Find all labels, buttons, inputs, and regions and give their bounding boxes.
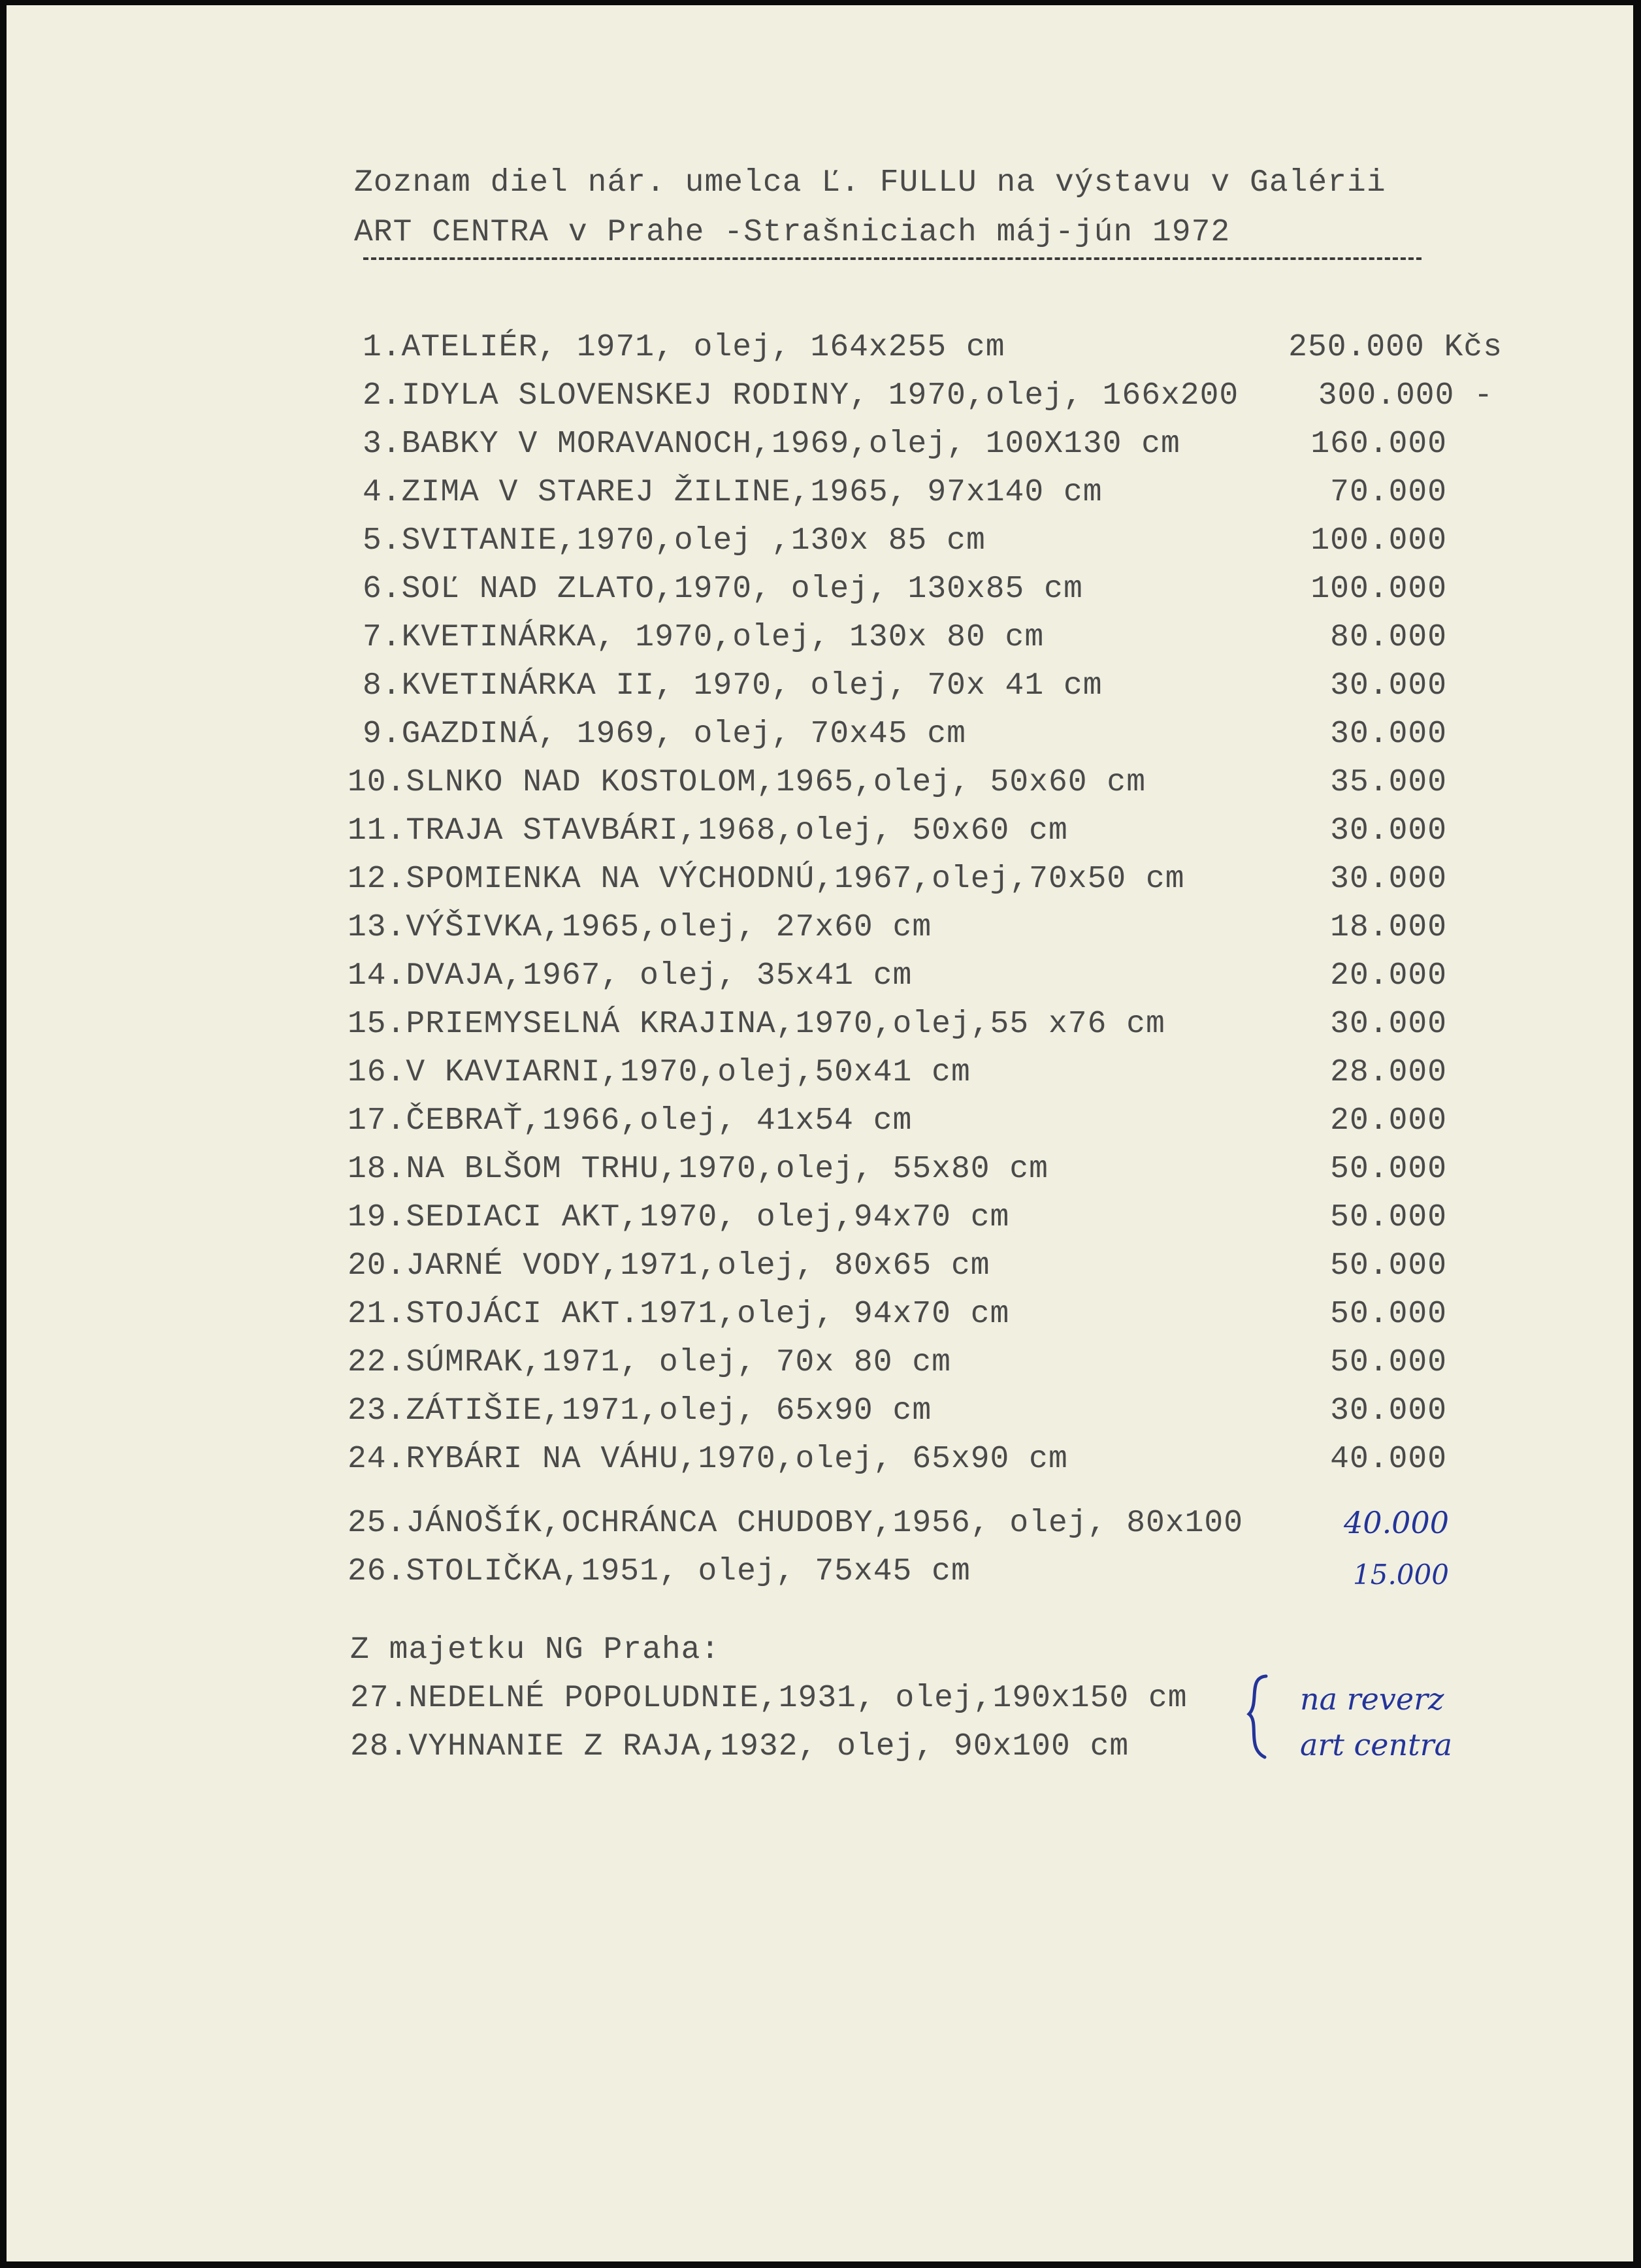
section-label: Z majetku NG Praha: <box>350 1632 721 1668</box>
handwritten-note-line-1: na reverz <box>1300 1681 1444 1717</box>
item-price: 70.000 <box>1330 475 1447 510</box>
item-price: 300.000 - <box>1318 378 1493 413</box>
item-price: 35.000 <box>1330 765 1447 800</box>
document-page <box>7 5 1633 2261</box>
item-price: 28.000 <box>1330 1055 1447 1090</box>
item-price: 80.000 <box>1330 620 1447 655</box>
item-price: 40.000 <box>1330 1442 1447 1477</box>
item-price: 30.000 <box>1330 668 1447 704</box>
item-price: 30.000 <box>1330 1393 1447 1429</box>
item-title: 27.NEDELNÉ POPOLUDNIE,1931, olej,190x150 cm <box>350 1681 1188 1716</box>
item-title: 19.SEDIACI AKT,1970, olej,94x70 cm <box>348 1200 1010 1235</box>
header-line-2: ART CENTRA v Prahe -Strašniciach máj-jún 1972 <box>354 215 1231 250</box>
item-title: 17.ČEBRAŤ,1966,olej, 41x54 cm <box>348 1103 913 1139</box>
item-title: 14.DVAJA,1967, olej, 35x41 cm <box>348 958 913 994</box>
item-price: 20.000 <box>1330 1103 1447 1139</box>
item-title: 12.SPOMIENKA NA VÝCHODNÚ,1967,olej,70x50 cm <box>348 862 1185 897</box>
item-title: 25.JÁNOŠÍK,OCHRÁNCA CHUDOBY,1956, olej, 80x100 <box>348 1506 1244 1541</box>
item-title: 22.SÚMRAK,1971, olej, 70x 80 cm <box>348 1345 951 1380</box>
item-title: 1.ATELIÉR, 1971, olej, 164x255 cm <box>363 330 1005 365</box>
item-title: 11.TRAJA STAVBÁRI,1968,olej, 50x60 cm <box>348 813 1068 849</box>
item-price: 250.000 Kčs <box>1288 330 1503 365</box>
item-price: 50.000 <box>1330 1200 1447 1235</box>
item-title: 4.ZIMA V STAREJ ŽILINE,1965, 97x140 cm <box>363 475 1103 510</box>
item-title: 7.KVETINÁRKA, 1970,olej, 130x 80 cm <box>363 620 1045 655</box>
item-price: 30.000 <box>1330 813 1447 849</box>
item-title: 18.NA BLŠOM TRHU,1970,olej, 55x80 cm <box>348 1152 1048 1187</box>
item-title: 5.SVITANIE,1970,olej ,130x 85 cm <box>363 523 986 559</box>
item-title: 23.ZÁTIŠIE,1971,olej, 65x90 cm <box>348 1393 932 1429</box>
item-title: 21.STOJÁCI AKT.1971,olej, 94x70 cm <box>348 1297 1010 1332</box>
item-price: 100.000 <box>1310 523 1447 559</box>
item-price: 30.000 <box>1330 1007 1447 1042</box>
item-title: 3.BABKY V MORAVANOCH,1969,olej, 100X130 cm <box>363 427 1180 462</box>
item-price: 50.000 <box>1330 1248 1447 1284</box>
header-line-1: Zoznam diel nár. umelca Ľ. FULLU na výstavu v Galérii <box>354 165 1386 201</box>
item-title: 10.SLNKO NAD KOSTOLOM,1965,olej, 50x60 cm <box>348 765 1146 800</box>
item-title: 2.IDYLA SLOVENSKEJ RODINY, 1970,olej, 166x200 <box>363 378 1239 413</box>
header-underline <box>363 257 1422 260</box>
brace-mark <box>1235 1671 1280 1762</box>
item-price: 50.000 <box>1330 1152 1447 1187</box>
handwritten-price: 40.000 <box>1344 1505 1449 1540</box>
item-price: 20.000 <box>1330 958 1447 994</box>
item-price: 100.000 <box>1310 572 1447 607</box>
item-title: 28.VYHNANIE Z RAJA,1932, olej, 90x100 cm <box>350 1729 1129 1764</box>
item-price: 30.000 <box>1330 717 1447 752</box>
item-price: 50.000 <box>1330 1345 1447 1380</box>
item-title: 13.VÝŠIVKA,1965,olej, 27x60 cm <box>348 910 932 945</box>
item-title: 24.RYBÁRI NA VÁHU,1970,olej, 65x90 cm <box>348 1442 1068 1477</box>
item-price: 160.000 <box>1310 427 1447 462</box>
item-title: 15.PRIEMYSELNÁ KRAJINA,1970,olej,55 x76 cm <box>348 1007 1165 1042</box>
handwritten-note-line-2: art centra <box>1300 1727 1453 1762</box>
item-title: 9.GAZDINÁ, 1969, olej, 70x45 cm <box>363 717 966 752</box>
item-title: 8.KVETINÁRKA II, 1970, olej, 70x 41 cm <box>363 668 1103 704</box>
item-price: 50.000 <box>1330 1297 1447 1332</box>
item-title: 26.STOLIČKA,1951, olej, 75x45 cm <box>348 1554 971 1589</box>
item-title: 16.V KAVIARNI,1970,olej,50x41 cm <box>348 1055 971 1090</box>
item-title: 6.SOĽ NAD ZLATO,1970, olej, 130x85 cm <box>363 572 1083 607</box>
item-title: 20.JARNÉ VODY,1971,olej, 80x65 cm <box>348 1248 990 1284</box>
item-price: 30.000 <box>1330 862 1447 897</box>
item-price: 18.000 <box>1330 910 1447 945</box>
handwritten-price: 15.000 <box>1353 1559 1449 1591</box>
